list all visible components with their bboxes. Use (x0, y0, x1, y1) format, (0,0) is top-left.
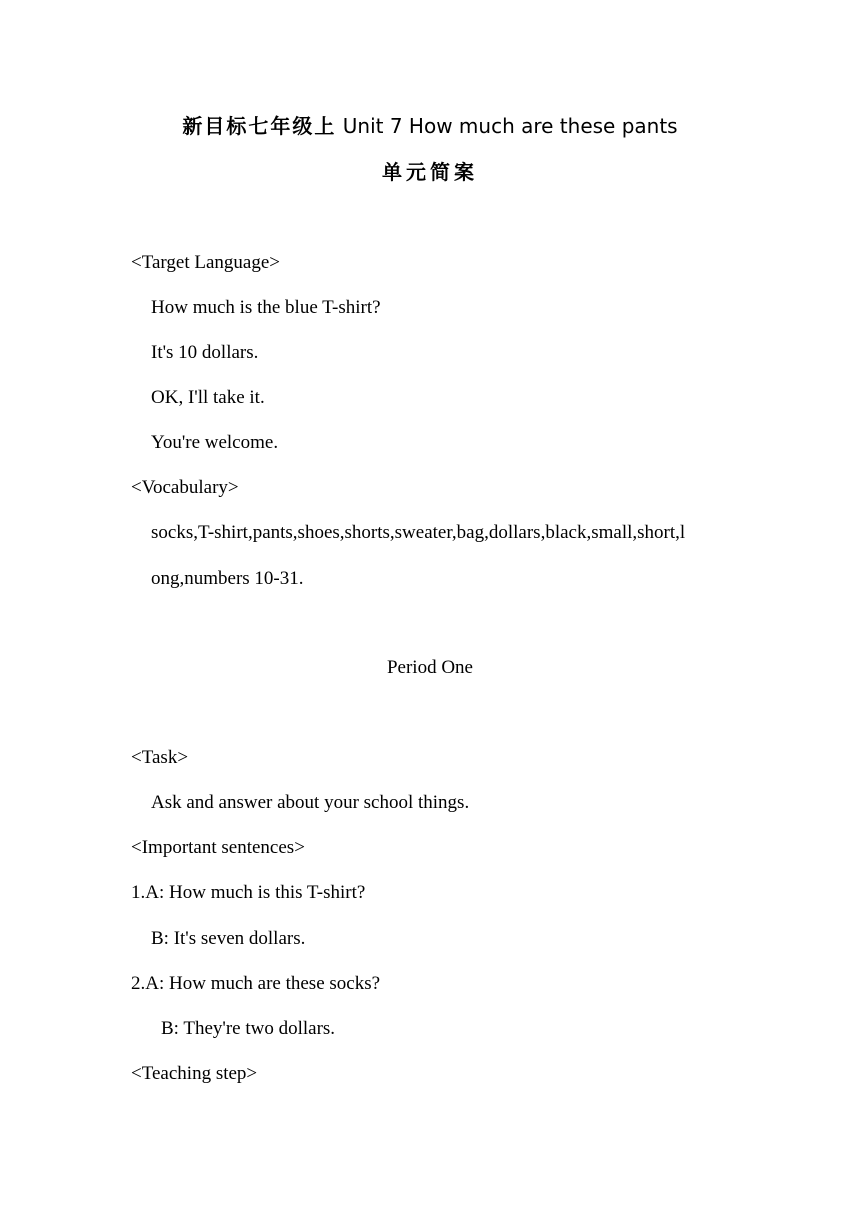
title-english: Unit 7 How much are these pants (342, 114, 678, 138)
sentence-item: 2.A: How much are these socks? (131, 973, 381, 994)
sentence-item: B: It's seven dollars. (151, 928, 306, 949)
vocabulary-line: ong,numbers 10-31. (151, 568, 304, 589)
target-language-line: You're welcome. (151, 432, 279, 453)
target-language-line: How much is the blue T-shirt? (151, 297, 381, 318)
task-heading: <Task> (131, 747, 189, 768)
target-language-line: It's 10 dollars. (151, 342, 259, 363)
target-language-line: OK, I'll take it. (151, 387, 265, 408)
sentence-item: 1.A: How much is this T-shirt? (131, 882, 366, 903)
document-subtitle: 单元简案 (382, 160, 478, 184)
vocabulary-heading: <Vocabulary> (131, 477, 239, 498)
vocabulary-line: socks,T-shirt,pants,shoes,shorts,sweater,bag,dollars,black,small,short,l (151, 522, 686, 543)
document-title (0, 112, 860, 140)
teaching-step-heading: <Teaching step> (131, 1063, 258, 1084)
important-sentences-heading: <Important sentences> (131, 837, 305, 858)
target-language-heading: <Target Language> (131, 252, 280, 273)
period-title: Period One (386, 657, 473, 678)
task-text: Ask and answer about your school things. (151, 792, 470, 813)
sentence-item: B: They're two dollars. (161, 1018, 336, 1039)
title-chinese-prefix: 新目标七年级上 (182, 114, 337, 138)
